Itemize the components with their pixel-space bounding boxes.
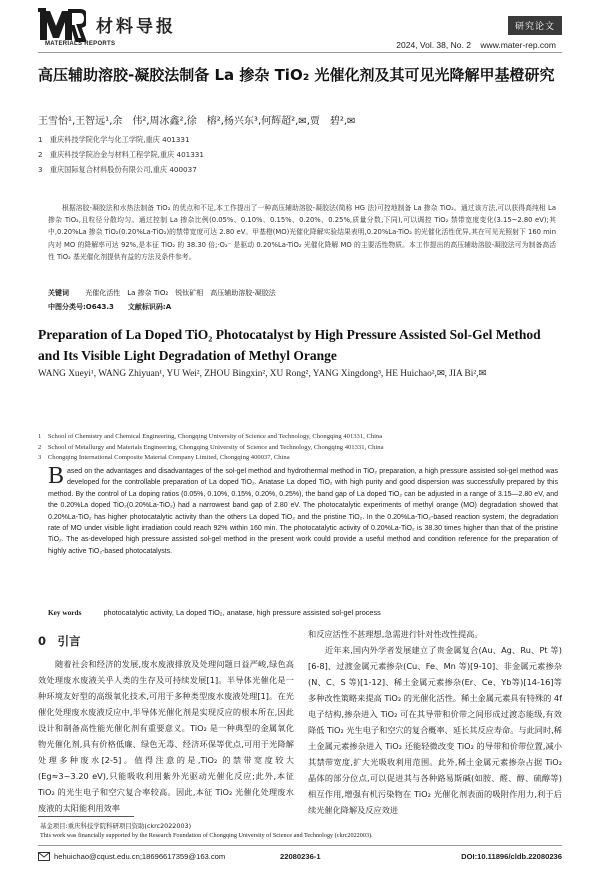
en-affiliation: 1 School of Chemistry and Chemical Engineering, Chongqing University of Science and Technology, Chongqing 401331, China [38, 433, 383, 440]
cn-affiliations [38, 132, 562, 177]
en-title: Preparation of La Doped TiO₂ Photocatalyst by High Pressure Assisted Sol-Gel Method and Its Visible Light Degradation of Methyl Orange [38, 327, 541, 363]
en-keywords-label: Key words [48, 608, 82, 617]
funding-cn: 基金项目:重庆科技学院科研项目资助(ckrc2022003) [40, 822, 192, 830]
body-left-column: 随着社会和经济的发展,废水废液排放及处理问题日益严峻,绿色高效处理废水废液关乎人类的生存及可持续发展[1]。半导体光催化是一种环境友好型的高级氧化技术,可用于多种类型废水废液处理[1]。在光催化处理废水废液反应中,半导体光催化剂是实现反应的根本所在,因此设计和制备高性能光催化剂有重要意义。TiO₂ 是一种典型的金属氧化物光催化剂,具有价格低廉、绿色无毒、经济环保等优点,可用于光降解处理多种废水[2-5]。值得注意的是,TiO₂ 的禁带宽度较大(Eg≈3~3.20 eV),只能吸收利用紫外光驱动光催化反应;此外,本征 TiO₂ 的光生电子和空穴复合率较高。因此,本征 TiO₂ 光催化处理废水废液的太阳能利用效率 [38, 659, 294, 813]
volume-line [396, 40, 556, 50]
cn-keywords-text: 光催化活性 La 掺杂 TiO₂ 锐钛矿相 高压辅助溶胶-凝胶法 [85, 289, 276, 297]
en-affiliation: 3 Chongqing International Composite Material Company Limited, Chongqing 400037, China [38, 454, 290, 461]
en-affiliations [38, 432, 562, 464]
paragraph: 近年来,国内外学者发展建立了贵金属复合(Au、Ag、Ru、Pt 等)[6-8]、过渡金属元素掺杂(Cu、Fe、Mn 等)[9-10]、非金属元素掺杂(N、C、S 等)[1-12]、稀土金属元素掺杂(Er、Ce、Yb等)[14-16]等多种改性策略来提高 TiO₂ 的光催化活性。稀土金属元素具有特殊的 4f 电子结构,掺杂进入 TiO₂ 可在其导带和价带之间形成过渡态能级,有效降低 TiO₂ 光生电子和空穴的复合概率、延长其反应寿命。与此同时,稀土金属元素掺杂进入 TiO₂ 还能轻微改变 TiO₂ 的导带和价带位置,减小其禁带宽度,扩大光吸收利用范围。此外,稀土金属元素掺杂占据 TiO₂ 晶体的部分位点,可以促进其与各种路易斯碱(如胺、醛、醇、硫醇等)相互作用,增强有机污染物在 TiO₂ 光催化剂表面的吸附作用力,利于后续光催化降解及反应效进 [308, 645, 562, 815]
journal-name-en: MATERIALS REPORTS [45, 41, 116, 47]
journal-logo [38, 8, 86, 42]
contact-email: hehuichao@cqust.edu.cn;18696617359@163.com [54, 852, 226, 861]
cn-affiliation: 2 重庆科技学院冶金与材料工程学院,重庆 401331 [38, 150, 204, 159]
section-heading: 0 引言 [38, 634, 81, 648]
en-keywords-text: photocatalytic activity, La doped TiO₂, anatase, high pressure assisted sol-gel process [103, 608, 381, 617]
cn-keywords [48, 288, 276, 298]
abstract-dropcap: B [48, 463, 65, 489]
journal-name-cn: 材料导报 [96, 17, 176, 37]
en-abstract [48, 463, 558, 557]
en-keywords [48, 608, 381, 617]
cn-affiliation: 1 重庆科技学院化学与化工学院,重庆 401331 [38, 135, 190, 144]
envelope-icon [38, 852, 50, 861]
en-affiliation: 2 School of Metallurgy and Materials Engineering, Chongqing University of Science and Technology, Chongqing 401331, China [38, 443, 384, 451]
journal-website: www.mater-rep.com [480, 40, 556, 50]
cn-abstract: 根据溶胶-凝胶法和水热法制备 TiO₂ 的优点和不足,本工作提出了一种高压辅助溶胶-凝胶法(简称 HG 法)可控地制备 La 掺杂 TiO₂。通过该方法,可以获得高纯相 La 掺杂 TiO₂,且粒径分散均匀。通过控制 La 掺杂比例(0.05%、0.10%、0.15%、0.20%、0.25%,质量分数,下同),可以调控 TiO₂ 禁带宽度变化(3.15~2.80 eV);其中,0.20%La 掺杂 TiO₂(0.20%La-TiO₂)的禁带宽度可达 2.80 eV。甲基橙(MO)光催化降解实验结果表明,0.20%La-TiO₂ 的光催化活性优异,其在可见光照射下 160 min 内对 MO 的降解率可达 92%,是本征 TiO₂ 的 38.30 倍;·O₂⁻ 是驱动 0.20%La-TiO₂ 光催化降解 MO 的主要活性物质。本工作提出的高压辅助溶胶-凝胶法可为制备高活性 TiO₂ 基光催化剂提供有益的方法及条件参考。 [48, 204, 556, 261]
article-number: 22080236-1 [280, 852, 321, 861]
cn-affiliation: 3 重庆国际复合材料股份有限公司,重庆 400037 [38, 165, 197, 174]
cn-authors: 王雪怡¹,王智远¹,余 伟²,周冰鑫²,徐 榕²,杨兴东³,何辉超²,✉,贾 碧²,✉ [38, 116, 356, 127]
footer-divider [38, 845, 562, 846]
paragraph-continuation: 和反应活性不甚理想,急需进行针对性改性提高。 [308, 629, 483, 639]
header-divider [38, 52, 562, 53]
cn-keywords-label: 关键词 [48, 289, 69, 297]
footnote-divider [38, 816, 134, 817]
body-right-column [308, 626, 562, 818]
volume-info: 2024, Vol. 38, No. 2 [396, 40, 471, 50]
funding-en: This work was financially supported by the Research Foundation of Chongqing University of Science and Technology (ckrc2022003). [40, 832, 373, 839]
doi: DOI:10.11896/cldb.22080236 [461, 852, 562, 861]
en-abstract-text: ased on the advantages and disadvantages of the sol-gel method and hydrothermal method in TiO₂ preparation, a high pressure assisted sol-gel method was developed for the controllable preparation of La doped TiO₂. Anatase La doped TiO₂ with high purity and good dispersion was successfully prepared by this method. By the control of La doping ratios (0.05%, 0.10%, 0.15%, 0.20%, 0.25%), the band gap of La doped TiO₂ can be adjusted in a range of 3.15—2.80 eV, and the 0.20%La doped TiO₂(0.20%La-TiO₂) had a narrowest band gap of 2.80 eV. The photocatalytic experiments of methyl orange (MO) degradation showed that 0.20%La-TiO₂ has higher photocatalytic activity than the others La doped TiO₂ and the pristine TiO₂. In the 0.20%La-TiO₂-based reaction system, the degradation rate of MO under visible light irradiation could reach 92% within 160 min. The photocatalytic activity of 0.20%La-TiO₂ is 38.30 times higher than that of the pristine TiO₂. The as-developed high pressure assisted sol-gel method in the present work could provide a useful method and condition reference for the preparation of highly active TiO₂-based photocatalysts. [48, 468, 558, 555]
cn-classification: 中图分类号:O643.3 文献标识码:A [48, 303, 172, 311]
en-authors: WANG Xueyi¹, WANG Zhiyuan¹, YU Wei², ZHOU Bingxin², XU Rong², YANG Xingdong³, HE Huichao²,✉, JIA Bi²,✉ [38, 369, 487, 379]
cn-title: 高压辅助溶胶-凝胶法制备 La 掺杂 TiO₂ 光催化剂及其可见光降解甲基橙研究 [38, 66, 555, 84]
article-type-badge: 研究论文 [508, 16, 562, 35]
